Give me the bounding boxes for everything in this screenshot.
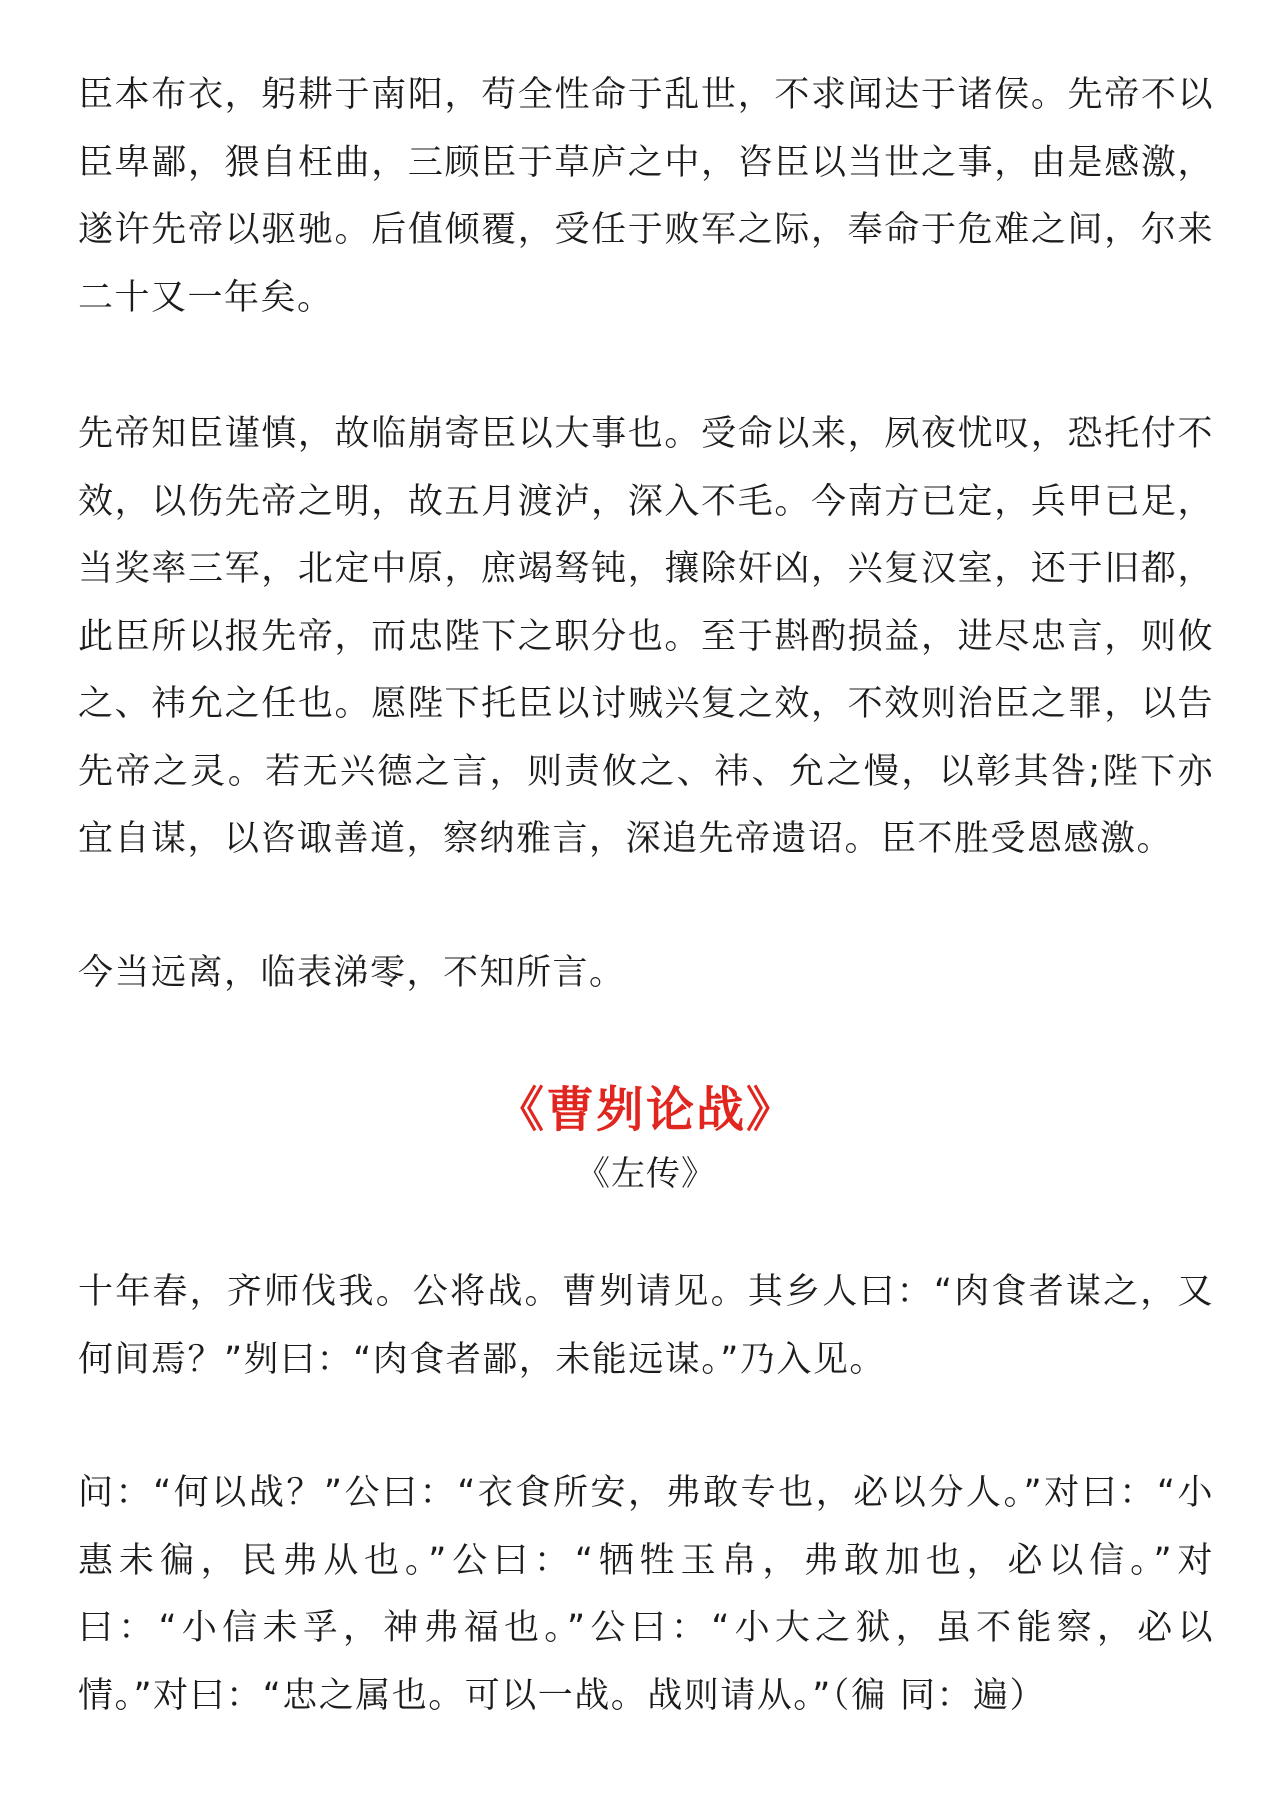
chushibiao-paragraph-2: 先帝知臣谨慎，故临崩寄臣以大事也。受命以来，夙夜忧叹，恐托付不效，以伤先帝之明，故五月渡泸，深入不毛。今南方已定，兵甲已足，当奖率三军，北定中原，庶竭驽钝，攘除奸凶，兴复汉室，还于旧都，此臣所以报先帝，而忠陛下之职分也。至于斟酌损益，进尽忠言，则攸之、祎允之任也。愿陛下托臣以讨贼兴复之效，不效则治臣之罪，以告先帝之灵。若无兴德之言，则责攸之、祎、允之慢，以彰其咎;陛下亦宜自谋，以咨诹善道，察纳雅言，深追先帝遗诏。臣不胜受恩感激。 bbox=[78, 414, 1214, 859]
caogui-paragraph-1: 十年春，齐师伐我。公将战。曹刿请见。其乡人曰：“肉食者谋之，又何间焉？”刿曰：“肉食者鄙，未能远谋。”乃入见。 bbox=[78, 1272, 1214, 1380]
section-spacer bbox=[78, 1205, 1214, 1259]
paragraph-spacer bbox=[78, 332, 1214, 401]
section-title: 《曹刿论战》 bbox=[495, 1082, 796, 1138]
document-page bbox=[78, 62, 1214, 1730]
section-source: 《左传》 bbox=[576, 1154, 716, 1194]
section-spacer bbox=[78, 1007, 1214, 1077]
caogui-paragraph-2: 问：“何以战？”公曰：“衣食所安，弗敢专也，必以分人。”对曰：“小惠未徧，民弗从也。”公曰：“牺牲玉帛，弗敢加也，必以信。”对曰：“小信未孚，神弗福也。”公曰：“小大之狱，虽不能察，必以情。”对曰：“忠之属也。可以一战。战则请从。”（徧 同：遍） bbox=[78, 1473, 1214, 1716]
paragraph-spacer bbox=[78, 1394, 1214, 1460]
chushibiao-paragraph-1: 臣本布衣，躬耕于南阳，苟全性命于乱世，不求闻达于诸侯。先帝不以臣卑鄙，猥自枉曲，三顾臣于草庐之中，咨臣以当世之事，由是感激，遂许先帝以驱驰。后值倾覆，受任于败军之际，奉命于危难之间，尔来二十又一年矣。 bbox=[78, 75, 1214, 318]
chushibiao-paragraph-3: 今当远离，临表涕零，不知所言。 bbox=[78, 952, 626, 993]
section-heading bbox=[78, 1077, 1214, 1205]
paragraph-spacer bbox=[78, 874, 1214, 940]
